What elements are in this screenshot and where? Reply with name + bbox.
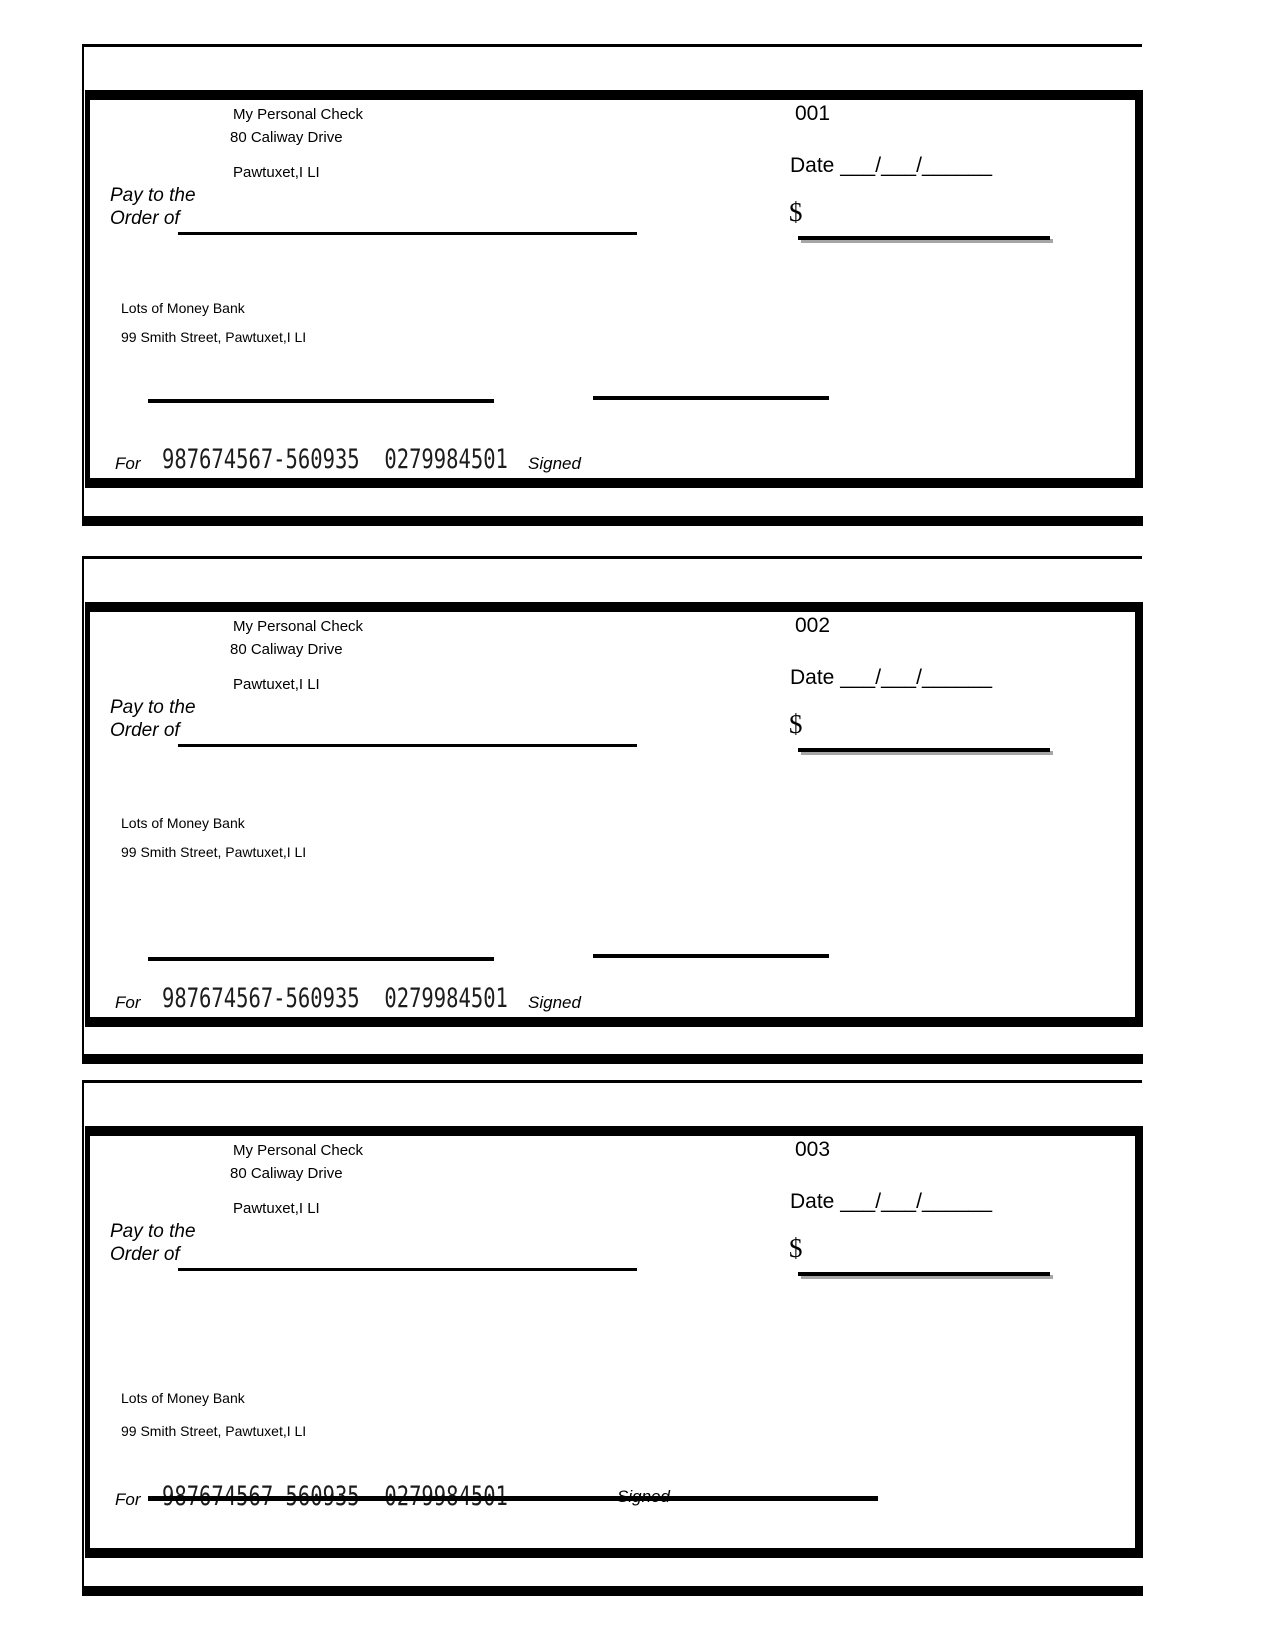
check-002 (82, 556, 1143, 1064)
dollar-sign: $ (789, 709, 803, 739)
check-number: 001 (795, 102, 831, 125)
check-right-border (1135, 602, 1143, 1027)
signature-blank-line (593, 954, 829, 958)
check-001 (82, 44, 1143, 526)
date-row (790, 1190, 992, 1214)
payee-blank-line (178, 744, 637, 747)
amount-blank-line (798, 236, 1050, 240)
for-label: For (115, 993, 141, 1012)
payer-address: 80 Caliway Drive (230, 641, 343, 658)
date-row (790, 666, 992, 690)
signed-label: Signed (528, 454, 581, 473)
check-top-border (85, 90, 1143, 100)
pay-to-the-label: Pay to the (110, 697, 196, 718)
payer-city: Pawtuxet,I LI (233, 676, 320, 693)
date-label: Date (790, 1190, 835, 1213)
order-of-label: Order of (110, 1244, 180, 1265)
bank-name: Lots of Money Bank (121, 1390, 245, 1406)
for-label: For (115, 1490, 141, 1509)
bank-name: Lots of Money Bank (121, 300, 245, 316)
outer-top-border (82, 556, 1142, 559)
amount-blank-line (798, 748, 1050, 752)
outer-left-border (82, 1080, 84, 1596)
payer-city: Pawtuxet,I LI (233, 164, 320, 181)
date-blank-field: ___/___/______ (840, 666, 993, 689)
date-blank-field: ___/___/______ (840, 154, 993, 177)
outer-bottom-border (82, 1054, 1143, 1064)
payer-name: My Personal Check (233, 1142, 364, 1159)
order-of-label: Order of (110, 720, 180, 741)
check-top-border (85, 602, 1143, 612)
check-left-border (85, 90, 90, 488)
outer-left-border (82, 556, 84, 1064)
amount-blank-line (798, 1272, 1050, 1276)
check-left-border (85, 602, 90, 1027)
bank-name: Lots of Money Bank (121, 815, 245, 831)
date-label: Date (790, 666, 835, 689)
check-top-border (85, 1126, 1143, 1136)
check-left-border (85, 1126, 90, 1558)
payee-blank-line (178, 1268, 637, 1271)
check-003 (82, 1080, 1143, 1596)
check-bottom-border (85, 1017, 1143, 1027)
outer-top-border (82, 44, 1142, 47)
payer-name: My Personal Check (233, 106, 364, 123)
memo-blank-line (148, 399, 494, 403)
order-of-label: Order of (110, 208, 180, 229)
outer-bottom-border (82, 516, 1143, 526)
check-right-border (1135, 1126, 1143, 1558)
date-row (790, 154, 992, 178)
check-bottom-border (85, 478, 1143, 488)
dollar-sign: $ (789, 197, 803, 227)
bank-address: 99 Smith Street, Pawtuxet,I LI (121, 329, 307, 345)
pay-to-the-label: Pay to the (110, 185, 196, 206)
dollar-sign: $ (789, 1233, 803, 1263)
micr-routing-account-number: 987674567-560935 0279984501 (162, 444, 508, 475)
payer-city: Pawtuxet,I LI (233, 1200, 320, 1217)
payer-address: 80 Caliway Drive (230, 129, 343, 146)
payee-blank-line (178, 232, 637, 235)
memo-signature-strike-line (148, 1496, 878, 1501)
check-right-border (1135, 90, 1143, 488)
for-label: For (115, 454, 141, 473)
payer-address: 80 Caliway Drive (230, 1165, 343, 1182)
check-number: 003 (795, 1138, 831, 1161)
check-bottom-border (85, 1548, 1143, 1558)
outer-left-border (82, 44, 84, 526)
date-blank-field: ___/___/______ (840, 1190, 993, 1213)
pay-to-the-label: Pay to the (110, 1221, 196, 1242)
check-number: 002 (795, 614, 831, 637)
payer-name: My Personal Check (233, 618, 364, 635)
memo-blank-line (148, 957, 494, 961)
signature-blank-line (593, 396, 829, 400)
bank-address: 99 Smith Street, Pawtuxet,I LI (121, 844, 307, 860)
signed-label: Signed (528, 993, 581, 1012)
micr-routing-account-number: 987674567-560935 0279984501 (162, 983, 508, 1014)
date-label: Date (790, 154, 835, 177)
outer-top-border (82, 1080, 1142, 1083)
outer-bottom-border (82, 1586, 1143, 1596)
bank-address: 99 Smith Street, Pawtuxet,I LI (121, 1423, 307, 1439)
